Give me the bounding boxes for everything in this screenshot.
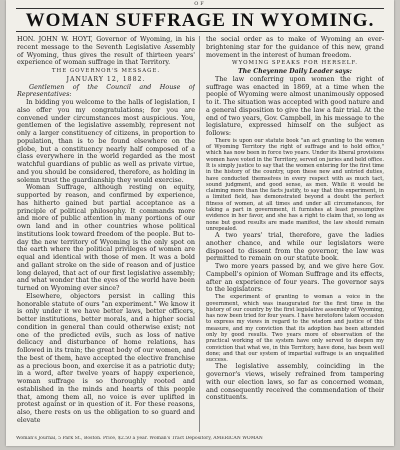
document-page [6,0,394,446]
quoted-paragraph: There is upon our statute book "an act granting to the women of Wyoming Territory the right of suffrage and to hold office," which has now been in force two years. Under its liberal provisions women have voted in the Territory, served on juries and held office. It is simply justice to say that the women entering for the first time in the history of the country, upon these new and untried duties, have conducted themselves in every respect with as much tact, sound judgment, and good sense, as men. While it would be claiming more than the facts justify, to say that this experiment, in a limited field, has demonstrated beyond a doubt the perfect fitness of women, at all times and under all circumstances, for taking a part in government, it furnishes at least presumptive evidence in her favor, and she has a right to claim that, so long as none but good results are made manifest, the law should remain unrepealed. [206,137,384,232]
source-line: The Cheyenne Daily Leader says: [238,68,352,75]
body-paragraph: Woman Suffrage, although resting on equity, supported by reason, and confirmed by experience, has hitherto gained but partial acceptance as a principle of political philosophy. It commands more and more of public attention in many portions of our own land and in other countries whose political institutions look toward freedom of the people. But to-day the new territory of Wyoming is the only spot on the earth where the political privileges of women are equal and identical with those of men. It was a bold and gallant stroke on the side of reason and of justice long delayed, that act of our first legislative assembly; and what wonder that the eyes of the world have been turned on Wyoming ever since? [17,183,195,292]
body-paragraph: Elsewhere, objectors persist in calling this honorable statute of ours "an experiment." We know it is only under it we have better laws, better officers, better institutions, better morals, and a higher social condition in general than could otherwise exist; not one of the predicted evils, such as loss of native delicacy and disturbance of home relations, has followed in its train; the great body of our women, and the best of them, have accepted the elective franchise as a precious boon, and exercise it as a patriotic duty; in a word, after twelve years of happy experience, woman suffrage is so thoroughly rooted and established in the minds and hearts of this people that, among them all, no voice is ever uplifted in protest against or in question of it. For these reasons, also, there rests on us the obligation to so guard and elevate [17,291,195,424]
body-paragraph: The law conferring upon women the right of suffrage was enacted in 1869, at a time when the people of Wyoming were almost unanimously opposed to it. The situation was accepted with good nature and a general disposition to give the law a fair trial. At the end of two years, Gov. Campbell, in his message to the legislature, expressed himself on the subject as follows: [206,74,384,137]
column-divider [199,36,200,432]
body-paragraph: A two years' trial, therefore, gave the ladies another chance, and while our legislators were disposed to dissent from the governor, the law was permitted to remain on our statute book. [206,231,384,263]
body-paragraph: Two more years passed by, and we give here Gov. Campbell's opinion of Woman Suffrage and its effects, after an experience of four years. The governor says to the legislators: [206,262,384,294]
footer-line: Woman's Journal, 5 Park St., Boston. Price, $2.50 a year. Woman's Tract Depository, AMERICAN WOMAN [16,436,263,441]
quoted-paragraph: The experiment of granting to woman a voice in the government, which was inaugurated for the first time in the history of our country by the first legislative assembly of Wyoming, has now been tried for four years. I have heretofore taken occasion to express my views in regard to the wisdom and justice of this measure, and my conviction that its adoption has been attended only by good results. Two years more of observation of the practical working of the system have only served to deepen my conviction that what we, in this Territory, have done, has been well done; and that our system of impartial suffrage is an unqualified success. [206,294,384,364]
of-line: OF [194,1,206,7]
message-date: JANUARY 12, 1882. [66,75,146,83]
title-rule [16,31,384,32]
salutation: Gentlemen of the Council and House of Representatives: [17,82,195,99]
right-column [206,36,384,432]
section-heading-governor: THE GOVERNOR'S MESSAGE. [51,68,161,74]
section-heading-wyoming: WYOMING SPEAKS FOR HERSELF. [232,60,358,67]
body-paragraph: The legislative assembly, coinciding in the governor's views, wisely refrained from tampering with our election laws, so far as concerned woman, and consequently received the commendation of their constituents. [206,362,384,402]
page-title: WOMAN SUFFRAGE IN WYOMING. [25,10,375,31]
top-rule [16,8,384,9]
continuation-paragraph: the social order as to make of Wyoming an ever-brightening star for the guidance of this new, grand movement in the interest of human freedom. [206,36,384,59]
body-paragraph: In bidding you welcome to the halls of legislation, I also offer you my congratulations; for you are convened under circumstances most auspicious. You, gentlemen of the legislative assembly, represent not only a larger constituency of citizens, in proportion to population, than is to be found elsewhere on the globe, but a constituency nearly half composed of a class everywhere in the world regarded as the most watchful guardians of public as well as private virtue, and you should be considered, therefore, as holding in solemn trust the guardianship they would exercise. [17,98,195,184]
intro-paragraph: HON. JOHN W. HOYT, Governor of Wyoming, in his recent message to the Seventh Legislative Assembly of Wyoming, thus gives the result of thirteen years' experience of woman suffrage in that Territory. [17,36,195,67]
left-column [17,36,195,432]
